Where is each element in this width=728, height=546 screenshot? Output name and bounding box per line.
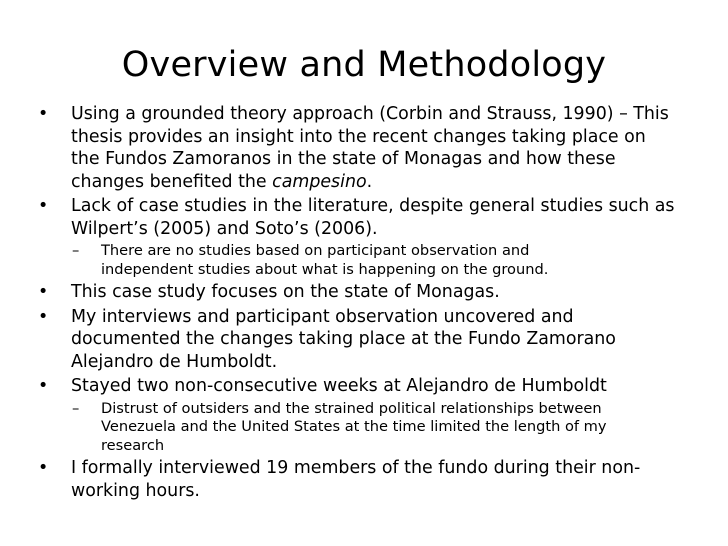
bullet-text-line: Lack of case studies in the literature, despite general studies such as	[71, 196, 675, 216]
bullet-icon: •	[38, 196, 49, 216]
bullet-item-monagas-focus	[38, 281, 698, 304]
bullet-text-line: the Fundos Zamoranos in the state of Monagas and how these	[71, 149, 616, 169]
bullet-list	[38, 103, 698, 504]
bullet-text-line: Alejandro de Humboldt.	[71, 351, 278, 372]
bullet-text-line: Using a grounded theory approach (Corbin and Strauss, 1990) – This	[71, 104, 669, 124]
emphasis-campesino: campesino	[272, 171, 367, 192]
text-segment: .	[366, 171, 373, 192]
bullet-text-line: independent studies about what is happening on the ground.	[101, 260, 549, 278]
bullet-text-line: Wilpert’s (2005) and Soto’s (2006).	[71, 218, 378, 239]
sub-bullet-item-no-studies	[38, 242, 698, 279]
bullet-item-grounded-theory	[38, 103, 698, 193]
dash-bullet-icon: –	[72, 242, 80, 259]
bullet-text-line: This case study focuses on the state of Monagas.	[71, 282, 500, 302]
dash-bullet-icon: –	[72, 399, 80, 417]
bullet-icon: •	[38, 306, 49, 327]
bullet-item-stayed-two-weeks	[38, 375, 698, 398]
bullet-text-line: Venezuela and the United States at the time limited the length of my	[101, 418, 607, 435]
bullet-text-line: Stayed two non-consecutive weeks at Alejandro de Humboldt	[71, 376, 607, 396]
bullet-text-line: I formally interviewed 19 members of the fundo during their non-	[71, 458, 641, 478]
bullet-item-formal-interviews	[38, 457, 698, 502]
slide-title: Overview and Methodology	[121, 45, 607, 85]
bullet-text-line: thesis provides an insight into the recent changes taking place on	[71, 126, 646, 147]
bullet-text-line: working hours.	[71, 480, 200, 501]
bullet-text-line: My interviews and participant observation uncovered and	[71, 306, 574, 327]
bullet-icon: •	[38, 282, 49, 302]
text-segment: changes benefited the	[71, 171, 273, 192]
bullet-item-lack-of-case-studies	[38, 195, 698, 240]
bullet-text-line: documented the changes taking place at the Fundo Zamorano	[71, 329, 616, 349]
bullet-icon: •	[38, 376, 49, 396]
bullet-text-line: There are no studies based on participant observation and	[101, 242, 530, 259]
bullet-icon: •	[38, 458, 49, 478]
bullet-item-interviews-observation	[38, 306, 698, 374]
sub-bullet-item-distrust	[38, 400, 698, 456]
bullet-text-line: research	[101, 436, 165, 454]
bullet-text-line: Distrust of outsiders and the strained political relationships between	[101, 399, 602, 417]
bullet-text-line	[71, 171, 698, 194]
bullet-icon: •	[38, 104, 49, 124]
